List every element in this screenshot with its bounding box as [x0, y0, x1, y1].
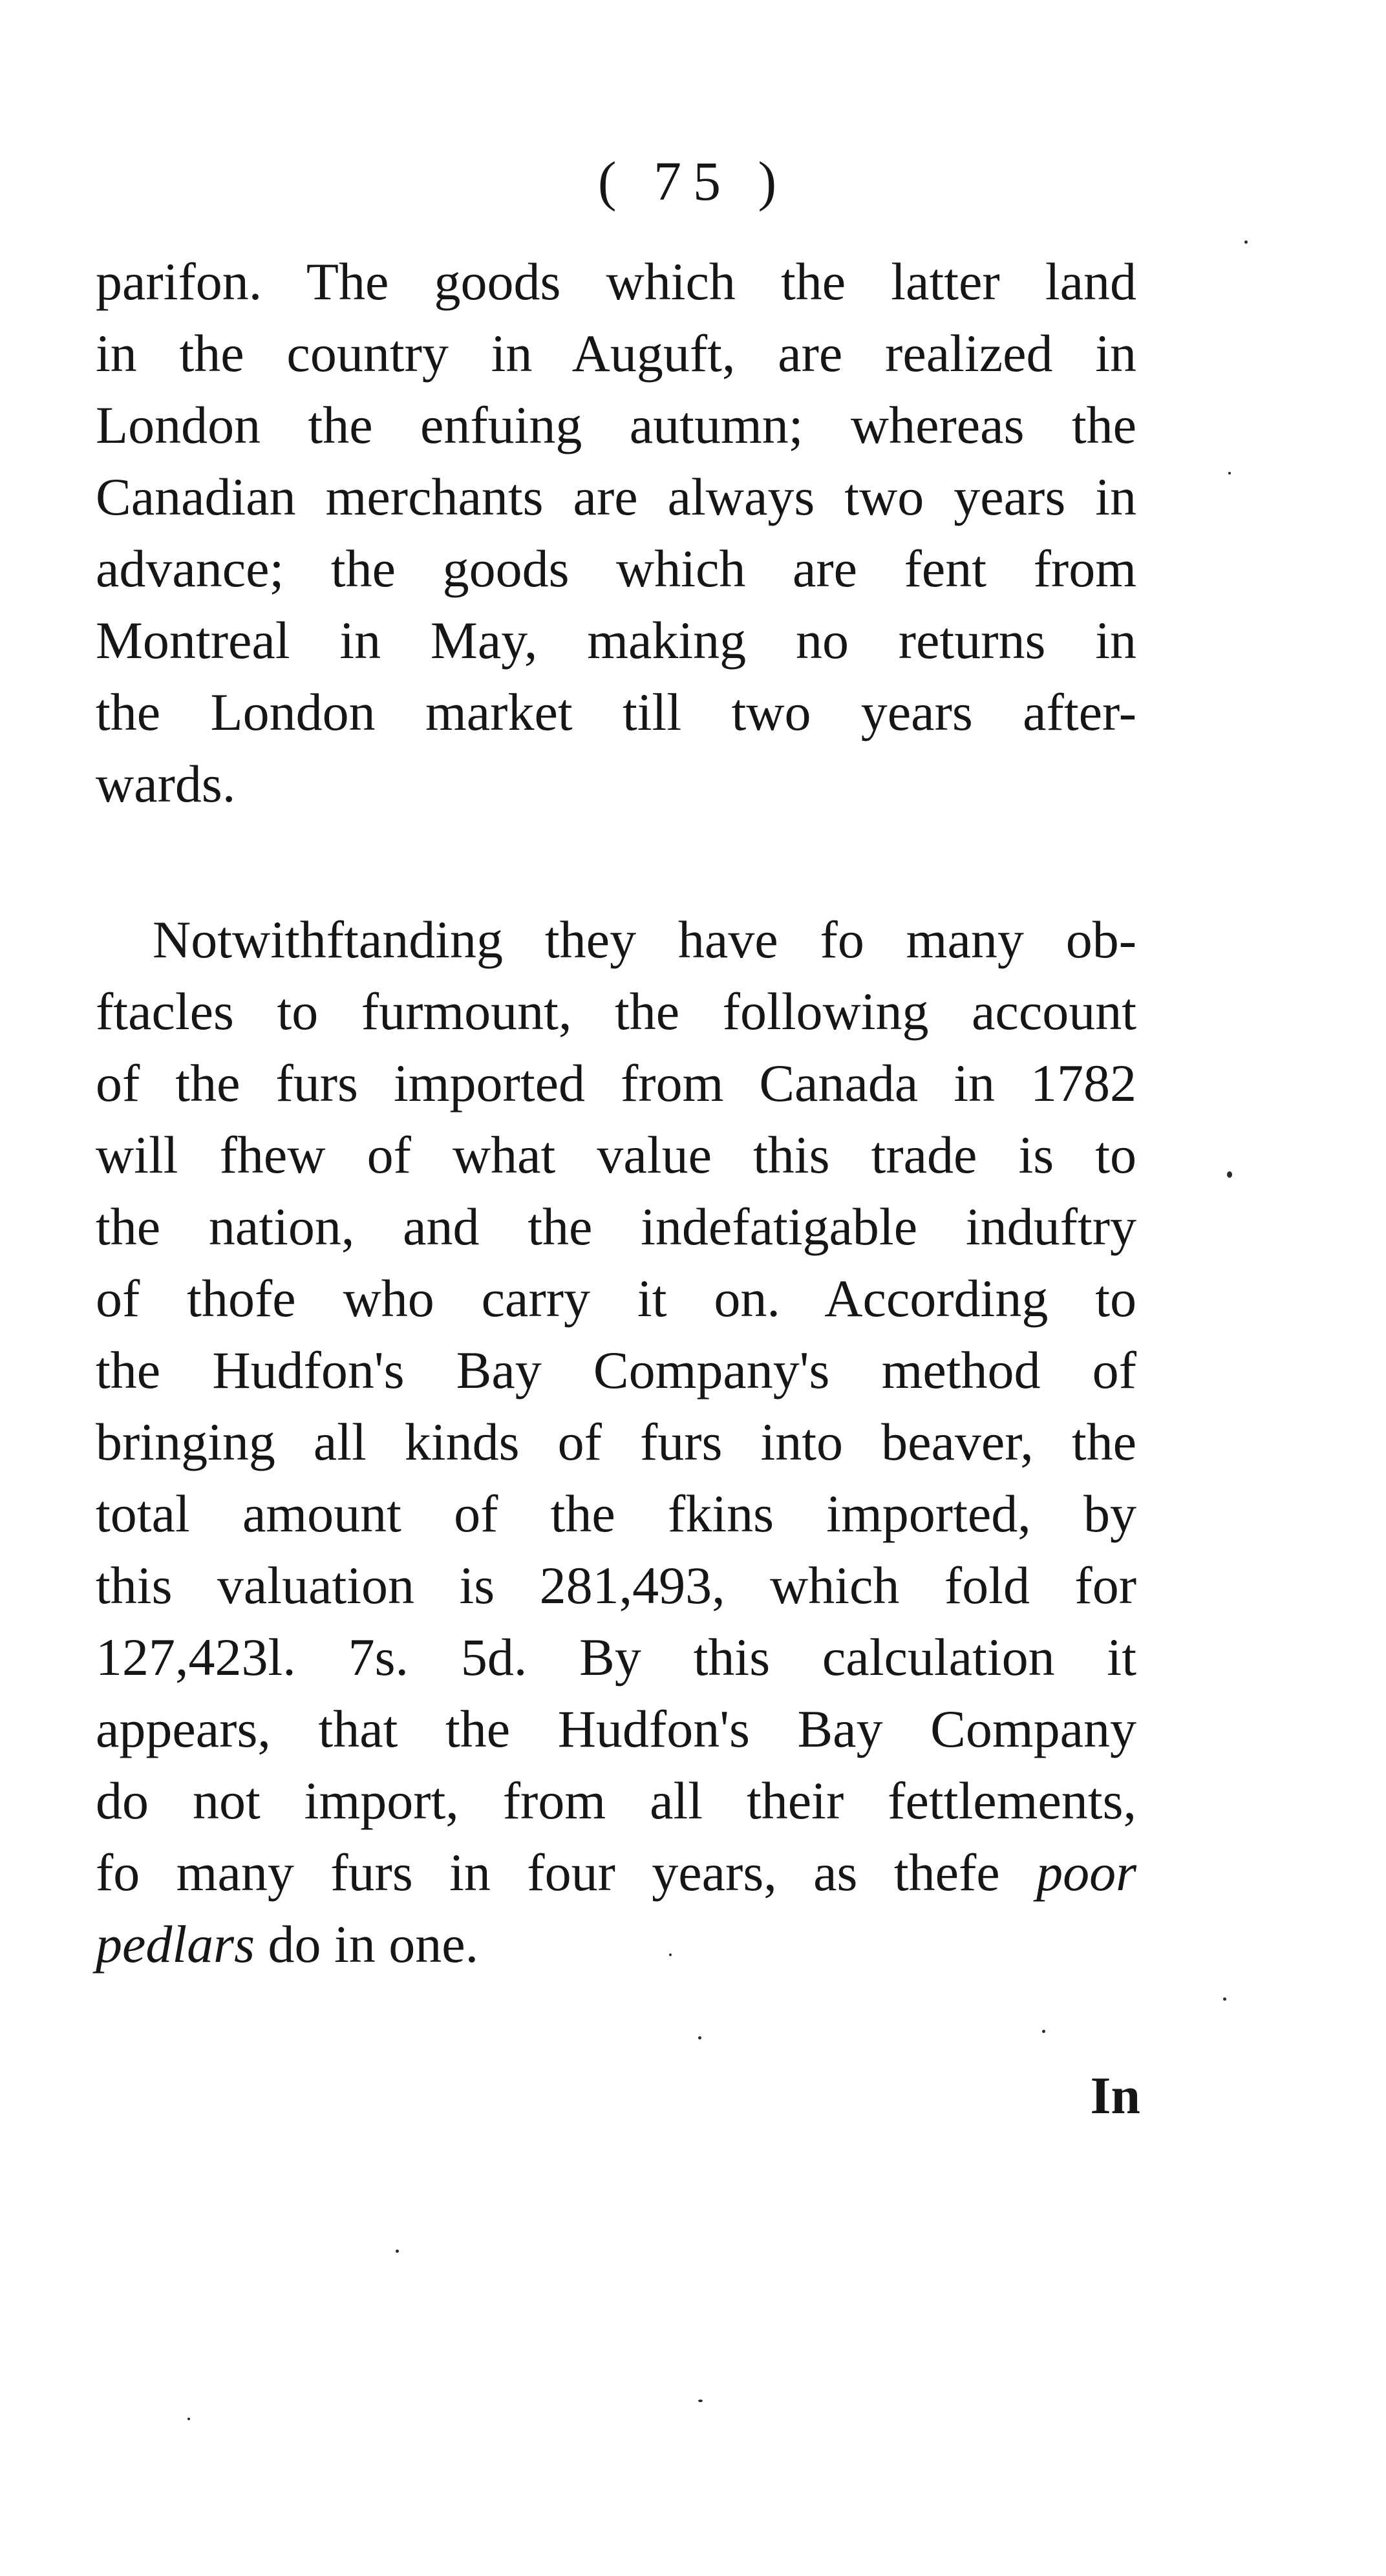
- paper-speck: [669, 1953, 672, 1956]
- catchword: In: [1090, 2066, 1140, 2125]
- text-line: appears, that the Hudfon's Bay Company: [96, 1699, 1136, 1758]
- text-line: advance; the goods which are fent from: [96, 539, 1136, 598]
- text-line: this valuation is 281,493, which fold for: [96, 1556, 1136, 1615]
- text-line: the nation, and the indefatigable induftry: [96, 1197, 1136, 1256]
- paper-speck: [1223, 1997, 1226, 2001]
- paper-speck: [396, 2250, 399, 2253]
- text-line: the Hudfon's Bay Company's method of: [96, 1341, 1136, 1400]
- text-fragment: do in one.: [255, 1915, 479, 1974]
- italic-word: poor: [1036, 1843, 1136, 1902]
- text-line: total amount of the fkins imported, by: [96, 1484, 1136, 1543]
- text-line: Canadian merchants are always two years in: [96, 467, 1136, 526]
- text-line: [96, 1836, 1136, 1908]
- text-line: ftacles to furmount, the following account: [96, 982, 1136, 1041]
- paper-speck: [1042, 2030, 1045, 2033]
- italic-word: pedlars: [96, 1915, 255, 1974]
- paper-speck: [1244, 240, 1248, 244]
- text-line: Notwithftanding they have fo many ob-: [153, 910, 1136, 969]
- text-line: parifon. The goods which the latter land: [96, 252, 1136, 311]
- text-line: Montreal in May, making no returns in: [96, 611, 1136, 670]
- paragraph-2: [96, 904, 1136, 1980]
- text-line: 127,423l. 7s. 5d. By this calculation it: [96, 1628, 1136, 1687]
- text-line: bringing all kinds of furs into beaver, the: [96, 1412, 1136, 1471]
- page-number: ( 75 ): [597, 150, 789, 212]
- text-line: [96, 1908, 1136, 1980]
- text-fragment: fo many furs in four years, as thefe: [96, 1843, 1037, 1902]
- paragraph-1: [96, 246, 1136, 820]
- paper-speck: [187, 2418, 190, 2420]
- text-line: wards.: [96, 754, 236, 813]
- paper-speck: [698, 2400, 703, 2402]
- text-line: the London market till two years after-: [96, 683, 1136, 741]
- text-line: do not import, from all their fettlements,: [96, 1771, 1136, 1830]
- paper-speck: [1228, 472, 1231, 474]
- paper-speck: [1227, 1171, 1232, 1178]
- text-line: will fhew of what value this trade is to: [96, 1125, 1136, 1184]
- text-line: of the furs imported from Canada in 1782: [96, 1054, 1136, 1112]
- text-line: of thofe who carry it on. According to: [96, 1269, 1136, 1328]
- paper-speck: [698, 2036, 701, 2039]
- text-line: in the country in Auguft, are realized in: [96, 324, 1136, 383]
- text-line: London the enfuing autumn; whereas the: [96, 396, 1136, 454]
